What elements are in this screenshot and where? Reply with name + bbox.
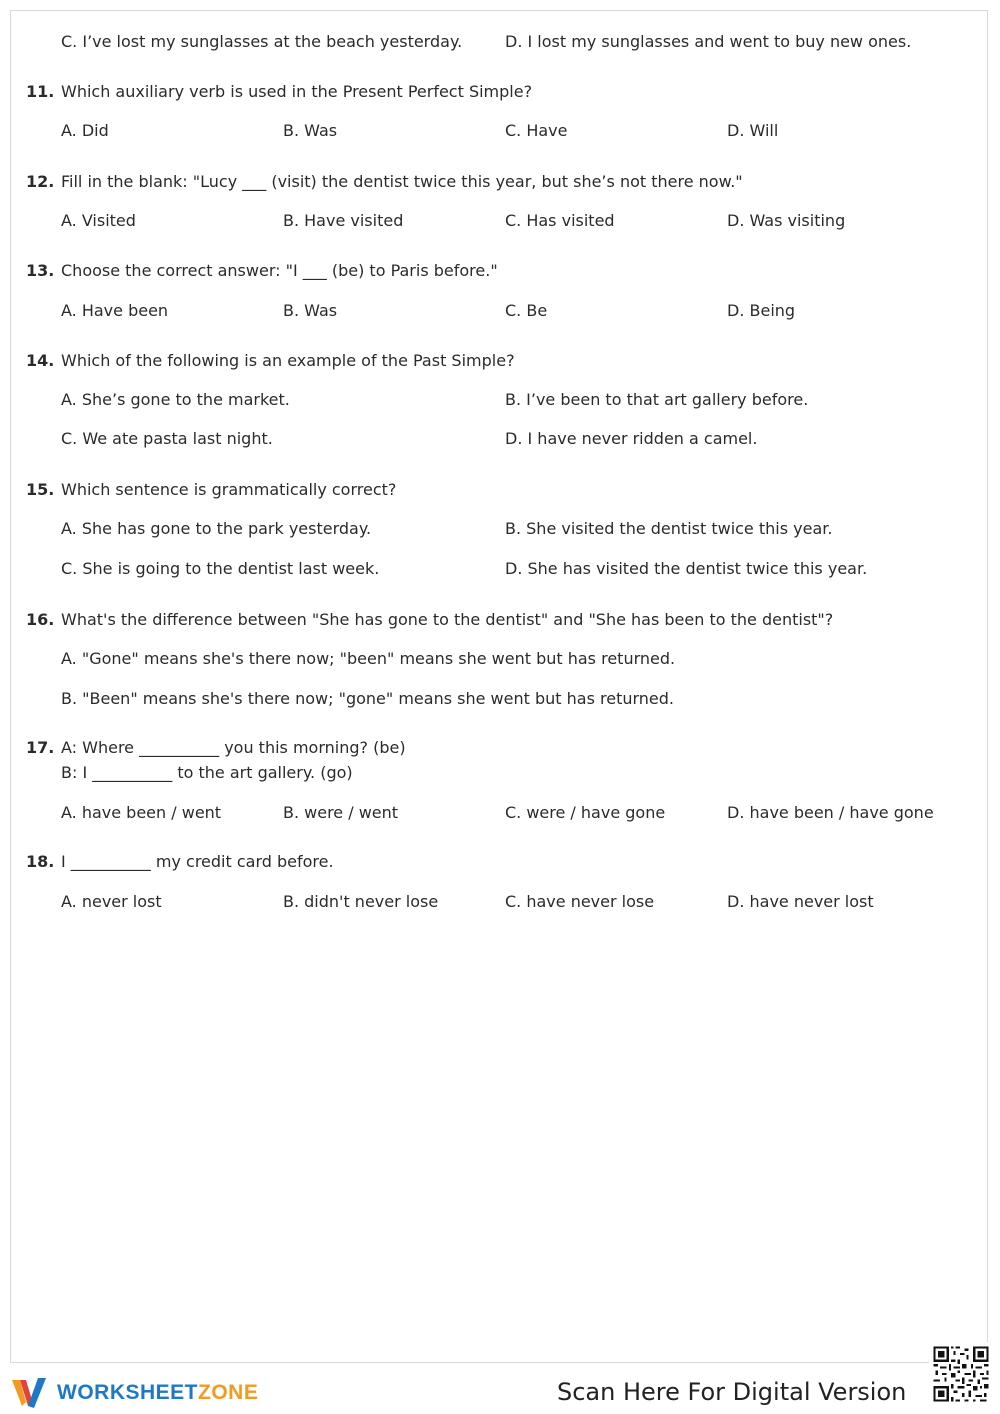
option-a: A. never lost [61, 892, 162, 911]
question-number: 11. [26, 82, 55, 101]
option-c: C. I’ve lost my sunglasses at the beach yesterday. [61, 32, 463, 51]
question-text: I __________ my credit card before. [61, 852, 334, 871]
option-d: D. have been / have gone [727, 803, 934, 822]
qr-code-icon[interactable] [929, 1342, 993, 1406]
option-b: B. She visited the dentist twice this year. [505, 519, 833, 538]
option-d: D. I have never ridden a camel. [505, 429, 758, 448]
option-d: D. I lost my sunglasses and went to buy new ones. [505, 32, 912, 51]
question-number: 16. [26, 610, 55, 629]
question-text: Choose the correct answer: "I ___ (be) to Paris before." [61, 261, 498, 280]
option-a: A. She’s gone to the market. [61, 390, 290, 409]
option-d: D. She has visited the dentist twice this year. [505, 559, 868, 578]
option-c: C. Has visited [505, 211, 615, 230]
options-row [26, 686, 966, 712]
option-c: C. She is going to the dentist last week. [61, 559, 380, 578]
option-c: C. Be [505, 301, 548, 320]
options-row [26, 426, 966, 452]
option-a: A. Visited [61, 211, 136, 230]
option-b: B. I’ve been to that art gallery before. [505, 390, 809, 409]
scan-caption: Scan Here For Digital Version [557, 1378, 907, 1406]
options-row [26, 800, 966, 826]
options-row [26, 387, 966, 413]
question-text: Which sentence is grammatically correct? [61, 480, 397, 499]
options-row [26, 556, 966, 582]
option-b: B. "Been" means she's there now; "gone" means she went but has returned. [61, 689, 674, 708]
logo-text-zone: ZONE [198, 1381, 259, 1404]
option-b: B. were / went [283, 803, 399, 822]
option-d: D. Was visiting [727, 211, 846, 230]
question-number: 14. [26, 351, 55, 370]
option-a: A. have been / went [61, 803, 222, 822]
question-17 [26, 735, 966, 822]
option-c: C. Have [505, 121, 568, 140]
logo-text-worksheet: WORKSHEET [57, 1381, 198, 1404]
option-b: B. Have visited [283, 211, 404, 230]
option-c: C. were / have gone [505, 803, 666, 822]
option-a: A. Have been [61, 301, 169, 320]
options-row [26, 118, 966, 144]
option-d: D. Being [727, 301, 796, 320]
options-row [26, 889, 966, 915]
option-d: D. have never lost [727, 892, 874, 911]
option-d: D. Will [727, 121, 779, 140]
options-row [26, 208, 966, 234]
question-text: Which auxiliary verb is used in the Present Perfect Simple? [61, 82, 533, 101]
option-c: C. We ate pasta last night. [61, 429, 273, 448]
question-number: 18. [26, 852, 55, 871]
question-number: 13. [26, 261, 55, 280]
options-row [26, 516, 966, 542]
question-stem [26, 735, 966, 787]
options-row [26, 298, 966, 324]
option-b: B. Was [283, 301, 338, 320]
option-a: A. "Gone" means she's there now; "been" means she went but has returned. [61, 649, 676, 668]
option-a: A. Did [61, 121, 109, 140]
question-text: What's the difference between "She has gone to the dentist" and "She has been to the dentist"? [61, 610, 834, 629]
question-number: 12. [26, 172, 55, 191]
question-text-line-2: B: I __________ to the art gallery. (go) [61, 763, 353, 782]
option-c: C. have never lose [505, 892, 655, 911]
option-b: B. didn't never lose [283, 892, 439, 911]
question-10-options [26, 29, 966, 55]
option-b: B. Was [283, 121, 338, 140]
logo-mark-icon [10, 1376, 50, 1410]
question-text: Which of the following is an example of the Past Simple? [61, 351, 515, 370]
question-text: A: Where __________ you this morning? (be) [61, 738, 406, 757]
options-row [26, 646, 966, 672]
question-text: Fill in the blank: "Lucy ___ (visit) the dentist twice this year, but she’s not there now." [61, 172, 743, 191]
question-number: 17. [26, 738, 55, 757]
option-a: A. She has gone to the park yesterday. [61, 519, 372, 538]
logo-wordmark [57, 1381, 258, 1405]
question-number: 15. [26, 480, 55, 499]
